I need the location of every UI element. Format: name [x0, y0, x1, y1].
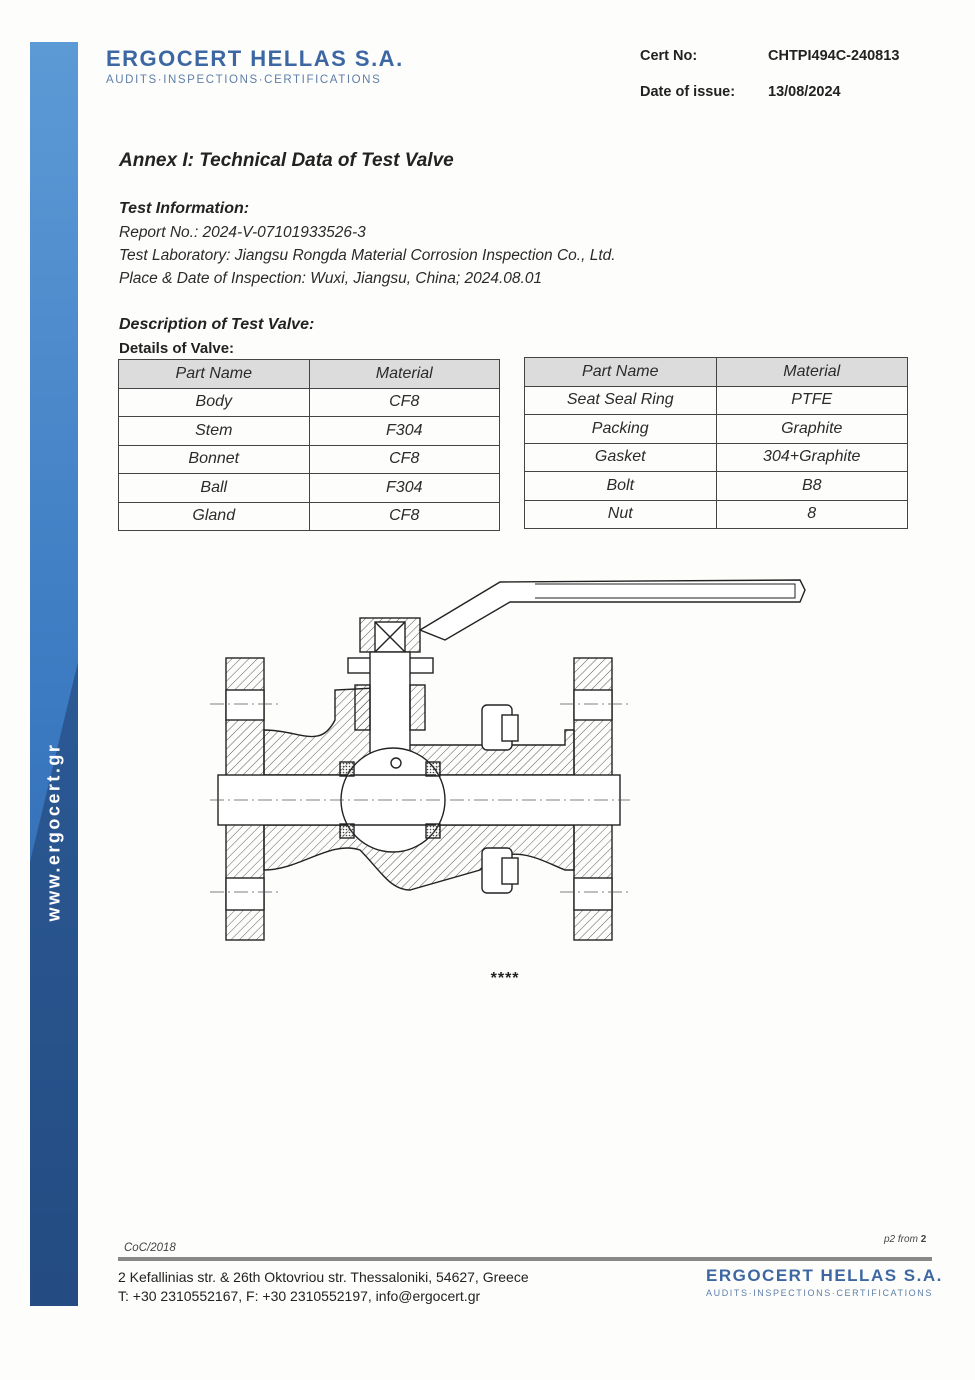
table-row [525, 443, 908, 472]
footer-address [118, 1268, 529, 1306]
material-cell: 304+Graphite [716, 443, 908, 472]
part-name-cell: Seat Seal Ring [525, 386, 717, 415]
part-name-cell: Gasket [525, 443, 717, 472]
parts-table-right [524, 357, 908, 529]
part-name-cell: Nut [525, 500, 717, 529]
material-cell: Graphite [716, 415, 908, 444]
address-line: 2 Kefallinias str. & 26th Oktovriou str. Thessaloniki, 54627, Greece [118, 1269, 529, 1285]
column-header-part: Part Name [525, 358, 717, 387]
date-of-issue-value: 13/08/2024 [768, 84, 841, 100]
valve-cross-section-drawing [210, 570, 820, 950]
company-tagline: AUDITS·INSPECTIONS·CERTIFICATIONS [706, 1288, 933, 1298]
details-label: Details of Valve: [119, 340, 235, 357]
parts-table-left [118, 359, 500, 531]
form-code: CoC/2018 [124, 1242, 176, 1254]
place-date-inspection: Place & Date of Inspection: Wuxi, Jiangsu, China; 2024.08.01 [119, 270, 543, 287]
part-name-cell: Packing [525, 415, 717, 444]
column-header-part: Part Name [119, 360, 310, 389]
report-number: Report No.: 2024-V-07101933526-3 [119, 224, 366, 241]
page-prefix: p2 [884, 1234, 896, 1245]
description-heading: Description of Test Valve: [119, 316, 315, 333]
table-row [525, 472, 908, 501]
part-name-cell: Ball [119, 474, 310, 503]
company-logo [106, 46, 404, 86]
contact-line[interactable]: T: +30 2310552167, F: +30 2310552197, info@ergocert.gr [118, 1288, 481, 1304]
table-row [119, 502, 500, 531]
material-cell: CF8 [309, 445, 500, 474]
part-name-cell: Gland [119, 502, 310, 531]
material-cell: CF8 [309, 388, 500, 417]
cert-no-label: Cert No: [640, 48, 698, 64]
stripe-shade [30, 42, 78, 1306]
part-name-cell: Stem [119, 417, 310, 446]
test-info-heading: Test Information: [119, 200, 250, 217]
material-cell: B8 [716, 472, 908, 501]
footer-logo [706, 1266, 943, 1298]
material-cell: F304 [309, 474, 500, 503]
material-cell: PTFE [716, 386, 908, 415]
material-cell: F304 [309, 417, 500, 446]
table-header-row [525, 358, 908, 387]
table-header-row [119, 360, 500, 389]
table-row [119, 445, 500, 474]
page-total: 2 [920, 1234, 927, 1245]
part-name-cell: Bolt [525, 472, 717, 501]
company-name: ERGOCERT HELLAS S.A. [706, 1266, 943, 1285]
table-row [525, 500, 908, 529]
table-row [119, 388, 500, 417]
page-from: from [897, 1234, 918, 1245]
part-name-cell: Body [119, 388, 310, 417]
website-url[interactable]: www.ergocert.gr [43, 742, 64, 922]
material-cell: CF8 [309, 502, 500, 531]
company-tagline: AUDITS·INSPECTIONS·CERTIFICATIONS [106, 74, 382, 86]
part-name-cell: Bonnet [119, 445, 310, 474]
table-row [119, 417, 500, 446]
end-of-document-marker: **** [490, 970, 519, 987]
date-of-issue-label: Date of issue: [640, 84, 736, 100]
material-cell: 8 [716, 500, 908, 529]
column-header-material: Material [309, 360, 500, 389]
column-header-material: Material [716, 358, 908, 387]
sidebar-stripe [30, 42, 78, 1306]
table-row [525, 386, 908, 415]
table-row [525, 415, 908, 444]
cert-no-value: CHTPI494C-240813 [768, 48, 900, 64]
table-row [119, 474, 500, 503]
page-number [884, 1234, 926, 1245]
footer-divider [118, 1257, 932, 1261]
test-laboratory: Test Laboratory: Jiangsu Rongda Material Corrosion Inspection Co., Ltd. [119, 247, 616, 264]
company-name: ERGOCERT HELLAS S.A. [106, 46, 404, 71]
annex-title: Annex I: Technical Data of Test Valve [119, 150, 454, 171]
